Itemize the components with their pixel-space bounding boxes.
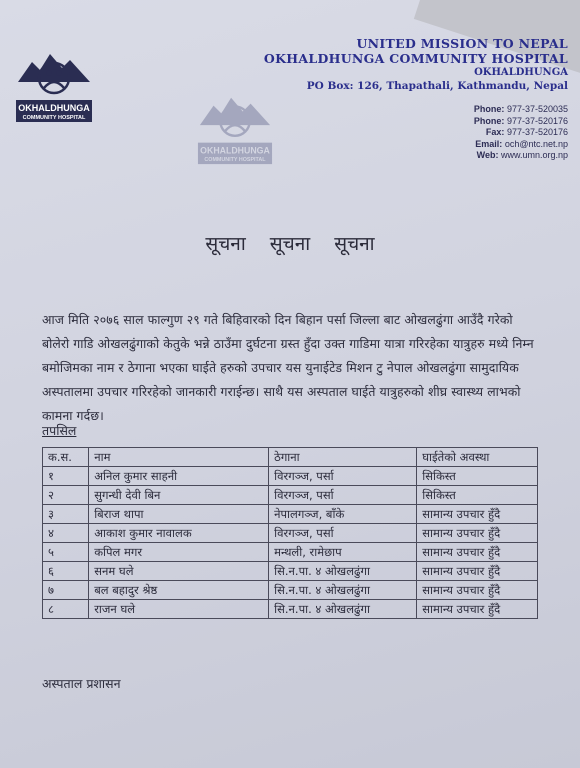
letterhead (264, 36, 568, 92)
cell-name: सनम घले (89, 562, 269, 581)
cell-condition: सामान्य उपचार हुँदै (417, 524, 538, 543)
cell-serial: ६ (43, 562, 89, 581)
hospital-logo (14, 48, 94, 124)
cell-name: सुगन्धी देवी बिन (89, 486, 269, 505)
cell-address: नेपालगञ्ज, बाँके (269, 505, 417, 524)
cell-address: विरगञ्ज, पर्सा (269, 486, 417, 505)
table-row (43, 600, 538, 619)
cell-name: आकाश कुमार नावालक (89, 524, 269, 543)
cell-condition: सामान्य उपचार हुँदै (417, 543, 538, 562)
signature-line: अस्पताल प्रशासन (42, 676, 121, 691)
faded-logo-stamp (196, 90, 274, 168)
cell-name: बल बहादुर श्रेष्ठ (89, 581, 269, 600)
city-name: OKHALDHUNGA (474, 67, 568, 78)
cell-name: अनिल कुमार साहनी (89, 467, 269, 486)
notice-body: आज मिति २०७६ साल फाल्गुण २९ गते बिहिवारको दिन बिहान पर्सा जिल्ला बाट ओखलढुंगा आउँदै गरेको बोलेरो गाडि ओखलढुंगाको केतुके भन्ने ठाउँमा दुर्घटना ग्रस्त हुँदा उक्त गाडिमा यात्रा गरिरहेका यात्रुहरु मध्ये निम्न बमोजिमका नाम र ठेगाना भएका घाईते हरुको उपचार यस युनाईटेड मिशन टु नेपाल ओखलढुंगा सामुदायिक अस्पतालमा उपचार गरिरहेको जानकारी गराईन्छ। साथै यस अस्पताल घाईते यात्रुहरुको शीघ्र स्वास्थ्य लाभको कामना गर्दछ। (42, 312, 534, 423)
logo-text-1: OKHALDHUNGA (18, 103, 90, 113)
injured-list-table (42, 447, 538, 619)
cell-condition: सामान्य उपचार हुँदै (417, 600, 538, 619)
stamp-text-2: COMMUNITY HOSPITAL (204, 157, 266, 164)
stamp-text-1: OKHALDHUNGA (200, 145, 270, 156)
table-row (43, 486, 538, 505)
cell-serial: ३ (43, 505, 89, 524)
table-row (43, 505, 538, 524)
header-name: नाम (89, 448, 269, 467)
contact-phone-1: Phone: 977-37-520035 (473, 104, 568, 114)
cell-name: बिराज थापा (89, 505, 269, 524)
header-condition: घाईतेको अवस्था (417, 448, 538, 467)
header-address: ठेगाना (269, 448, 417, 467)
notice-heading: सूचना सूचना सूचना (205, 233, 375, 255)
cell-serial: ५ (43, 543, 89, 562)
cell-address: विरगञ्ज, पर्सा (269, 524, 417, 543)
cell-serial: ७ (43, 581, 89, 600)
cell-serial: १ (43, 467, 89, 486)
contact-fax: Fax: 977-37-520176 (485, 127, 568, 137)
cell-address: विरगञ्ज, पर्सा (269, 467, 417, 486)
cell-address: सि.न.पा. ४ ओखलढुंगा (269, 600, 417, 619)
contact-phone-2: Phone: 977-37-520176 (473, 115, 568, 126)
cell-condition: सिकिस्त (417, 467, 538, 486)
contact-web: Web: www.umn.org.np (476, 150, 568, 160)
cell-condition: सामान्य उपचार हुँदै (417, 505, 538, 524)
table-row (43, 562, 538, 581)
cell-serial: २ (43, 486, 89, 505)
cell-address: सि.न.पा. ४ ओखलढुंगा (269, 581, 417, 600)
details-label: तपसिल (42, 423, 77, 438)
logo-text-2: COMMUNITY HOSPITAL (22, 115, 86, 121)
hospital-name: OKHALDHUNGA COMMUNITY HOSPITAL (263, 51, 568, 66)
cell-address: सि.न.पा. ४ ओखलढुंगा (269, 562, 417, 581)
postal-address: PO Box: 126, Thapathali, Kathmandu, Nepal (306, 80, 568, 92)
contact-email: Email: och@ntc.net.np (475, 138, 568, 149)
table-row (43, 467, 538, 486)
cell-name: कपिल मगर (89, 543, 269, 562)
table-header-row (43, 448, 538, 467)
cell-condition: सामान्य उपचार हुँदै (417, 581, 538, 600)
cell-serial: ४ (43, 524, 89, 543)
contact-block (474, 104, 568, 162)
cell-name: राजन घले (89, 600, 269, 619)
cell-address: मन्थली, रामेछाप (269, 543, 417, 562)
org-name: UNITED MISSION TO NEPAL (356, 36, 568, 51)
header-serial: क.स. (43, 448, 89, 467)
cell-condition: सामान्य उपचार हुँदै (417, 562, 538, 581)
cell-condition: सिकिस्त (417, 486, 538, 505)
table-row (43, 524, 538, 543)
cell-serial: ८ (43, 600, 89, 619)
table-row (43, 581, 538, 600)
table-row (43, 543, 538, 562)
